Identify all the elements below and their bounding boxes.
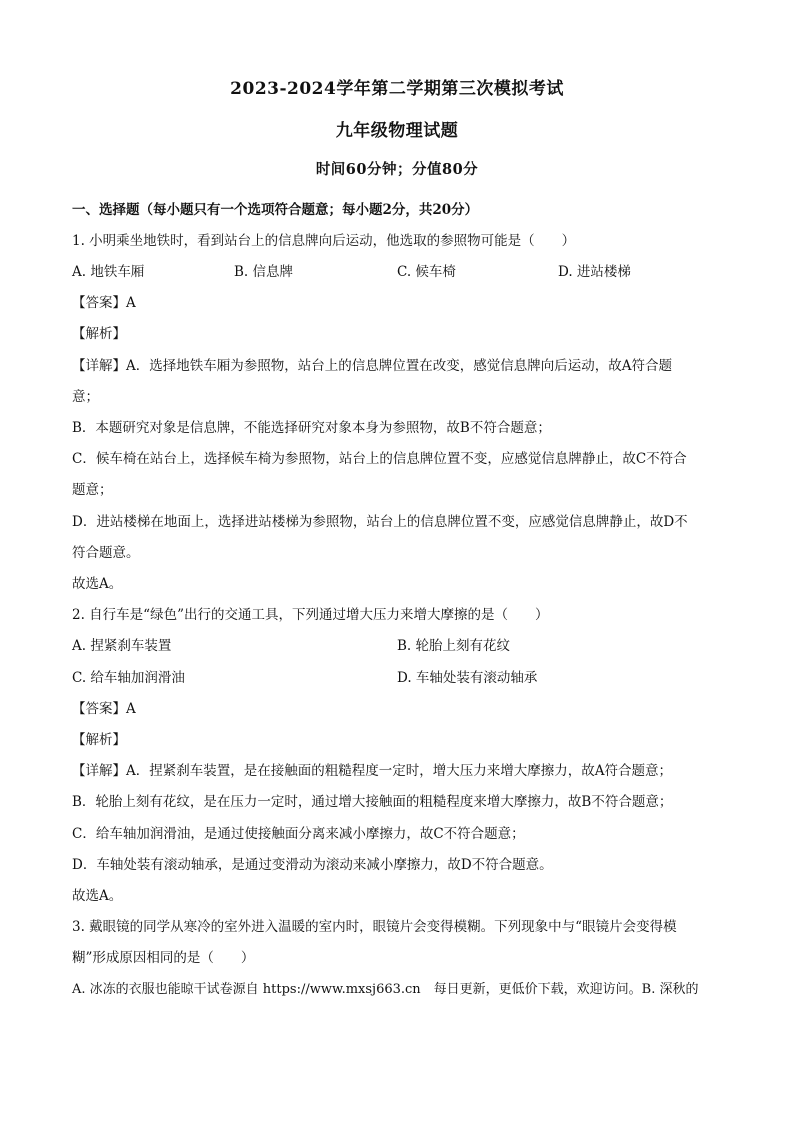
question-1-conclusion: 故选A。	[72, 576, 123, 592]
exam-subtitle: 九年级物理试题	[335, 121, 459, 141]
question-2-detail-line: C．给车轴加润滑油，是通过使接触面分离来减小摩擦力，故C不符合题意；	[72, 826, 525, 842]
question-3-stem-line: 3. 戴眼镜的同学从寒冷的室外进入温暖的室内时，眼镜片会变得模糊。下列现象中与“眼镜片会变得模	[72, 919, 677, 935]
question-1-option-a: A. 地铁车厢	[72, 264, 145, 280]
question-1-detail-line: 【详解】A．选择地铁车厢为参照物，站台上的信息牌位置在改变，感觉信息牌向后运动，故A符合题	[72, 358, 672, 374]
question-3-option-line: A. 冰冻的衣服也能晾干试卷源自 https://www.mxsj663.cn 每日更新，更低价下载，欢迎访问。B. 深秋的	[72, 982, 699, 997]
question-2-conclusion: 故选A。	[72, 888, 123, 904]
exam-title: 2023-2024学年第二学期第三次模拟考试	[230, 79, 564, 99]
question-2-detail-line: B．轮胎上刻有花纹，是在压力一定时，通过增大接触面的粗糙程度来增大摩擦力，故B不符合题意；	[72, 794, 673, 810]
question-2-option-d: D. 车轴处装有滚动轴承	[397, 670, 538, 686]
question-3-stem-line: 糊”形成原因相同的是（ ）	[72, 950, 255, 966]
question-2-detail-line: D．车轴处装有滚动轴承，是通过变滑动为滚动来减小摩擦力，故D不符合题意。	[72, 857, 553, 873]
question-1-analysis-label: 【解析】	[72, 326, 126, 342]
question-1-detail-line: 题意；	[72, 482, 113, 498]
question-1-answer: 【答案】A	[72, 295, 136, 311]
question-1-option-c: C. 候车椅	[397, 264, 456, 280]
question-2-answer: 【答案】A	[72, 701, 136, 717]
question-2-stem: 2. 自行车是“绿色”出行的交通工具，下列通过增大压力来增大摩擦的是（ ）	[72, 607, 549, 623]
question-2-option-a: A. 捏紧刹车装置	[72, 638, 172, 654]
exam-time-info: 时间60分钟；分值80分	[315, 161, 479, 178]
question-1-detail-line: B．本题研究对象是信息牌，不能选择研究对象本身为参照物，故B不符合题意；	[72, 420, 551, 436]
question-1-detail-line: 符合题意。	[72, 545, 140, 561]
question-2-analysis-label: 【解析】	[72, 732, 126, 748]
question-2-option-c: C. 给车轴加润滑油	[72, 670, 185, 686]
question-2-option-b: B. 轮胎上刻有花纹	[397, 638, 511, 654]
question-1-stem: 1. 小明乘坐地铁时，看到站台上的信息牌向后运动，他选取的参照物可能是（ ）	[72, 233, 576, 249]
question-1-detail-line: C．候车椅在站台上，选择候车椅为参照物，站台上的信息牌位置不变，应感觉信息牌静止，故C不符合	[72, 451, 687, 467]
section-heading: 一、选择题（每小题只有一个选项符合题意；每小题2分，共20分）	[72, 202, 479, 218]
question-1-option-b: B. 信息牌	[234, 264, 294, 280]
question-1-detail-line: D．进站楼梯在地面上，选择进站楼梯为参照物，站台上的信息牌位置不变，应感觉信息牌静止，故D不	[72, 514, 688, 530]
question-1-detail-line: 意；	[72, 389, 99, 405]
question-1-option-d: D. 进站楼梯	[558, 264, 631, 280]
question-2-detail-line: 【详解】A．捏紧刹车装置，是在接触面的粗糙程度一定时，增大压力来增大摩擦力，故A符合题意；	[72, 763, 672, 779]
